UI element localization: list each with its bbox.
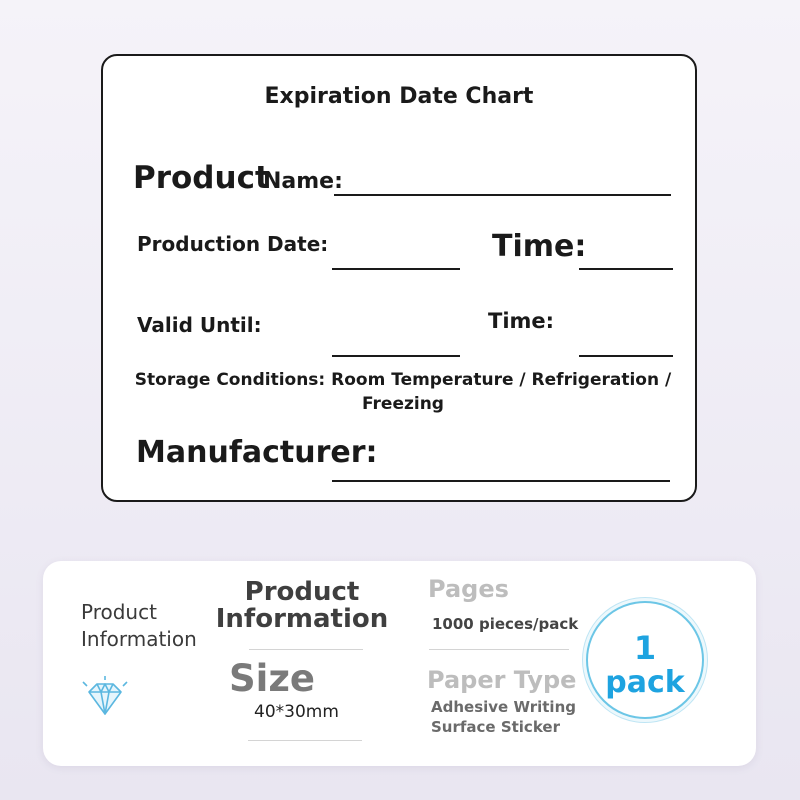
valid-time-line <box>579 355 673 357</box>
production-date-label: Production Date: <box>137 232 329 256</box>
pack-count-badge <box>586 601 704 719</box>
name-line <box>334 194 671 196</box>
product-info-title: Product Information <box>215 577 389 634</box>
paper-type-label: Paper Type <box>427 666 577 694</box>
size-value: 40*30mm <box>254 702 339 722</box>
divider <box>248 740 362 741</box>
manufacturer-line <box>332 480 670 482</box>
product-info-heading: Product Information <box>81 600 197 651</box>
manufacturer-label: Manufacturer: <box>136 435 378 470</box>
valid-until-line <box>332 355 460 357</box>
size-label: Size <box>229 657 315 700</box>
pages-label: Pages <box>428 575 509 603</box>
divider <box>249 649 363 650</box>
product-word: Product <box>133 160 270 196</box>
badge-number: 1 <box>633 629 657 667</box>
product-info-card <box>43 561 756 766</box>
name-label: Name: <box>263 169 343 194</box>
label-title: Expiration Date Chart <box>264 84 534 109</box>
pages-value: 1000 pieces/pack <box>432 615 579 633</box>
badge-unit: pack <box>605 665 685 700</box>
storage-conditions: Storage Conditions: Room Temperature / Refrigeration / Freezing <box>134 370 672 414</box>
paper-type-value: Adhesive Writing Surface Sticker <box>431 698 576 736</box>
valid-until-label: Valid Until: <box>137 313 262 337</box>
diamond-icon <box>79 676 131 722</box>
expiration-label <box>101 54 697 502</box>
production-time-line <box>579 268 673 270</box>
production-date-line <box>332 268 460 270</box>
production-time-label: Time: <box>492 229 587 264</box>
divider <box>429 649 569 650</box>
valid-time-label: Time: <box>488 309 555 333</box>
